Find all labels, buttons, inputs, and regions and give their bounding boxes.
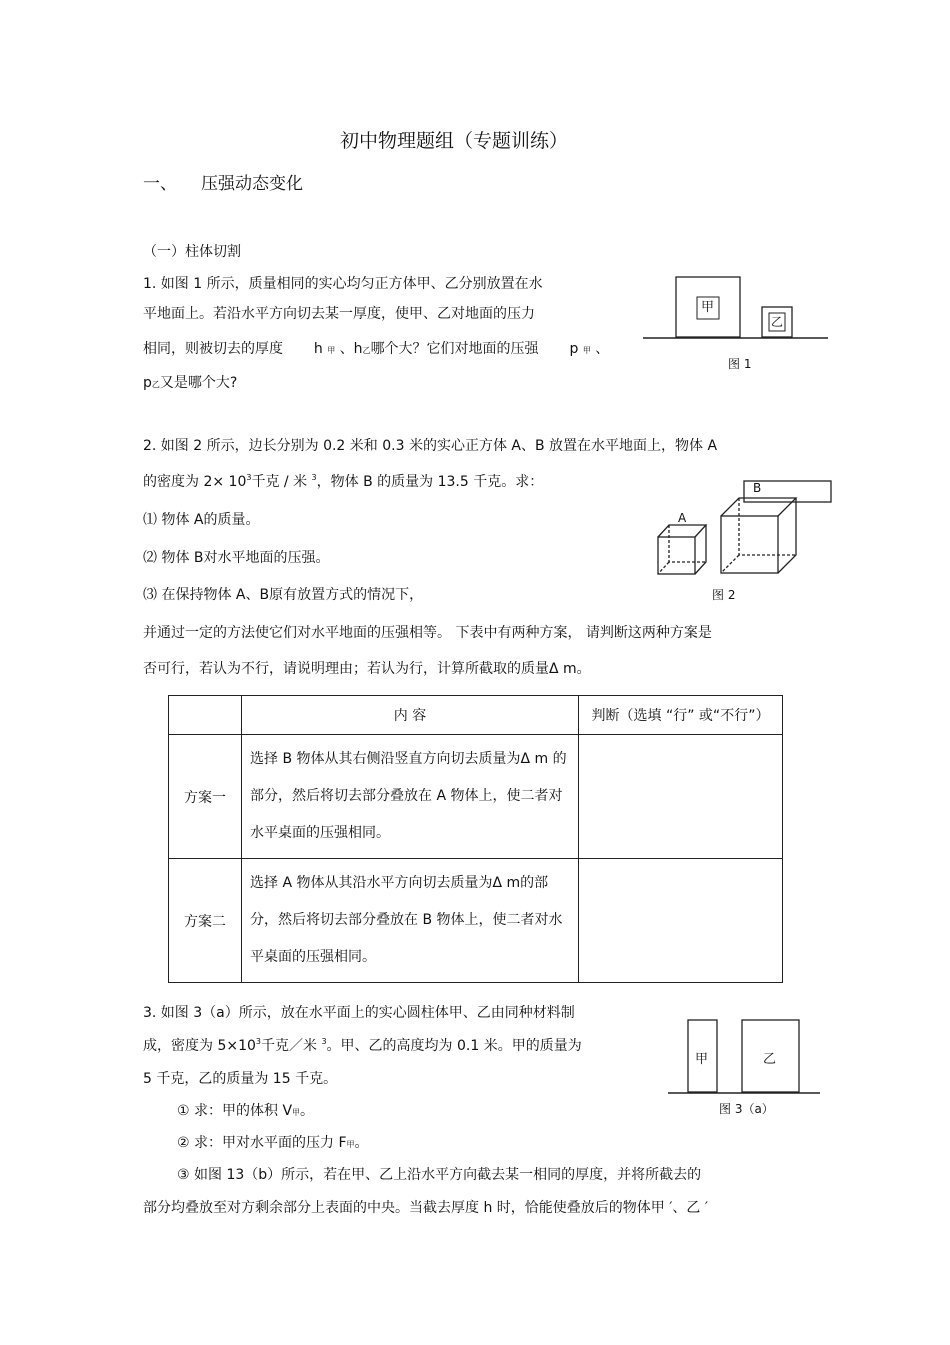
q3-line3: 5 千克，乙的质量为 15 千克。 bbox=[143, 1071, 338, 1087]
fig2-cube-a-top bbox=[658, 525, 706, 537]
q3-item2a: ② 求：甲对水平面的压力 F bbox=[177, 1135, 347, 1151]
q3-exp-1: 3 bbox=[255, 1037, 261, 1046]
q2-exp-2: 3 bbox=[311, 473, 317, 482]
table-header-judge: 判断（选填 “行” 或“不行”） bbox=[579, 696, 783, 735]
q3-line1: 3. 如图 3（a）所示，放在水平面上的实心圆柱体甲、乙由同种材料制 bbox=[143, 1005, 575, 1021]
q2-line1: 2. 如图 2 所示，边长分别为 0.2 米和 0.3 米的实心正方体 A、B 放置在水平地面上，物体 A bbox=[143, 438, 718, 454]
q2-item1: ⑴ 物体 A的质量。 bbox=[143, 512, 260, 528]
q2-line4: 否可行，若认为不行，请说明理由；若认为行，计算所截取的质量Δ m。 bbox=[143, 661, 591, 677]
section-number: 一、 bbox=[143, 174, 177, 194]
page-title: 初中物理题组（专题训练） bbox=[340, 130, 569, 152]
fig1-jia-label: 甲 bbox=[701, 300, 715, 315]
fig2-cube-b-front bbox=[721, 516, 778, 573]
plan-content: 选择 A 物体从其沿水平方向切去质量为Δ m的部分，然后将切去部分叠放在 B 物体上，使二者对水平桌面的压强相同。 bbox=[242, 859, 579, 983]
fig3-jia-label: 甲 bbox=[695, 1052, 709, 1067]
plan-table bbox=[168, 695, 783, 983]
q1-line3a: 相同，则被切去的厚度 bbox=[143, 341, 283, 357]
plan-name: 方案一 bbox=[169, 735, 242, 859]
fig3-caption: 图 3（a） bbox=[719, 1102, 774, 1116]
fig2-cube-a-side bbox=[695, 525, 706, 574]
q3-item1a: ① 求：甲的体积 V bbox=[177, 1103, 293, 1119]
fig2-b-label: B bbox=[753, 481, 762, 495]
fig2-cube-b-hidden-diag bbox=[721, 555, 739, 573]
fig2-caption: 图 2 bbox=[712, 588, 736, 602]
q1-h-yi-sub: 乙 bbox=[362, 346, 371, 355]
q2-item3: ⑶ 在保持物体 A、B原有放置方式的情况下， bbox=[143, 587, 424, 603]
fig2-cube-a-front bbox=[658, 537, 695, 574]
q1-h: h bbox=[313, 341, 323, 357]
q1-p-jia-sub: 甲 bbox=[582, 346, 591, 355]
q3-item1 bbox=[177, 1104, 314, 1118]
q2-line3: 并通过一定的方法使它们对水平地面的压强相等。 下表中有两种方案， 请判断这两种方案是 bbox=[143, 625, 712, 641]
q3-item2b: 。 bbox=[354, 1135, 369, 1151]
table-header-blank bbox=[169, 696, 242, 735]
subsection-heading: （一）柱体切割 bbox=[143, 244, 241, 260]
fig1-caption: 图 1 bbox=[728, 357, 752, 371]
fig3-yi-label: 乙 bbox=[763, 1052, 777, 1067]
q2-line2b: 千克 / 米 bbox=[251, 474, 308, 490]
table-row bbox=[169, 859, 783, 983]
q2-line2 bbox=[143, 475, 543, 489]
q1-sep: 、h bbox=[339, 341, 363, 357]
q1-line3c: 、 bbox=[595, 341, 610, 357]
q1-line4a: p bbox=[143, 375, 152, 391]
q3-line2b: 千克／米 bbox=[261, 1038, 317, 1054]
plan-content: 选择 B 物体从其右侧沿竖直方向切去质量为Δ m 的部分，然后将切去部分叠放在 A 物体上，使二者对水平桌面的压强相同。 bbox=[242, 735, 579, 859]
q1-h-jia-sub: 甲 bbox=[327, 346, 336, 355]
plan-judge-cell[interactable] bbox=[579, 859, 783, 983]
q1-line3b: 哪个大？它们对地面的压强 bbox=[370, 341, 539, 357]
q1-p-yi-sub: 乙 bbox=[151, 380, 160, 389]
plan-judge-cell[interactable] bbox=[579, 735, 783, 859]
fig2-cube-a-hidden-diag bbox=[658, 562, 669, 574]
fig2-cube-b-side bbox=[778, 498, 796, 573]
q1-p: p bbox=[569, 341, 579, 357]
table-header-content: 内 容 bbox=[242, 696, 579, 735]
q3-line2c: 。甲、乙的高度均为 0.1 米。甲的质量为 bbox=[326, 1038, 582, 1054]
q3-item1b: 。 bbox=[300, 1103, 315, 1119]
q1-line1: 1. 如图 1 所示，质量相同的实心均匀正方体甲、乙分别放置在水 bbox=[143, 276, 543, 292]
q3-line2 bbox=[143, 1039, 582, 1053]
fig2-cube-b-top bbox=[721, 498, 796, 516]
table-row bbox=[169, 735, 783, 859]
section-heading: 压强动态变化 bbox=[201, 174, 303, 194]
q3-exp-2: 3 bbox=[321, 1037, 327, 1046]
plan-name: 方案二 bbox=[169, 859, 242, 983]
q3-item2 bbox=[177, 1136, 369, 1150]
q2-exp-1: 3 bbox=[246, 473, 252, 482]
q1-line4b: 又是哪个大? bbox=[159, 375, 238, 391]
q1-line2: 平地面上。若沿水平方向切去某一厚度，使甲、乙对地面的压力 bbox=[143, 306, 535, 322]
figure-1 bbox=[643, 277, 828, 338]
q3-line4: 部分均叠放至对方剩余部分上表面的中央。当截去厚度 h 时，恰能使叠放后的物体甲 ′、乙 ′ bbox=[143, 1200, 709, 1216]
fig2-a-label: A bbox=[678, 511, 687, 525]
fig1-yi-label: 乙 bbox=[771, 315, 784, 329]
figure-2 bbox=[658, 481, 831, 574]
table-header-row bbox=[169, 696, 783, 735]
figure-3a bbox=[668, 1020, 820, 1093]
q3-v-jia-sub: 甲 bbox=[292, 1108, 301, 1117]
q3-f-jia-sub: 甲 bbox=[346, 1140, 355, 1149]
q2-item2: ⑵ 物体 B对水平地面的压强。 bbox=[143, 550, 330, 566]
q3-item3: ③ 如图 13（b）所示，若在甲、乙上沿水平方向截去某一相同的厚度，并将所截去的 bbox=[177, 1167, 702, 1183]
q3-line2a: 成，密度为 5×10 bbox=[143, 1038, 256, 1054]
q2-line2a: 的密度为 2× 10 bbox=[143, 474, 247, 490]
q2-line2c: ，物体 B 的质量为 13.5 千克。求： bbox=[316, 474, 544, 490]
